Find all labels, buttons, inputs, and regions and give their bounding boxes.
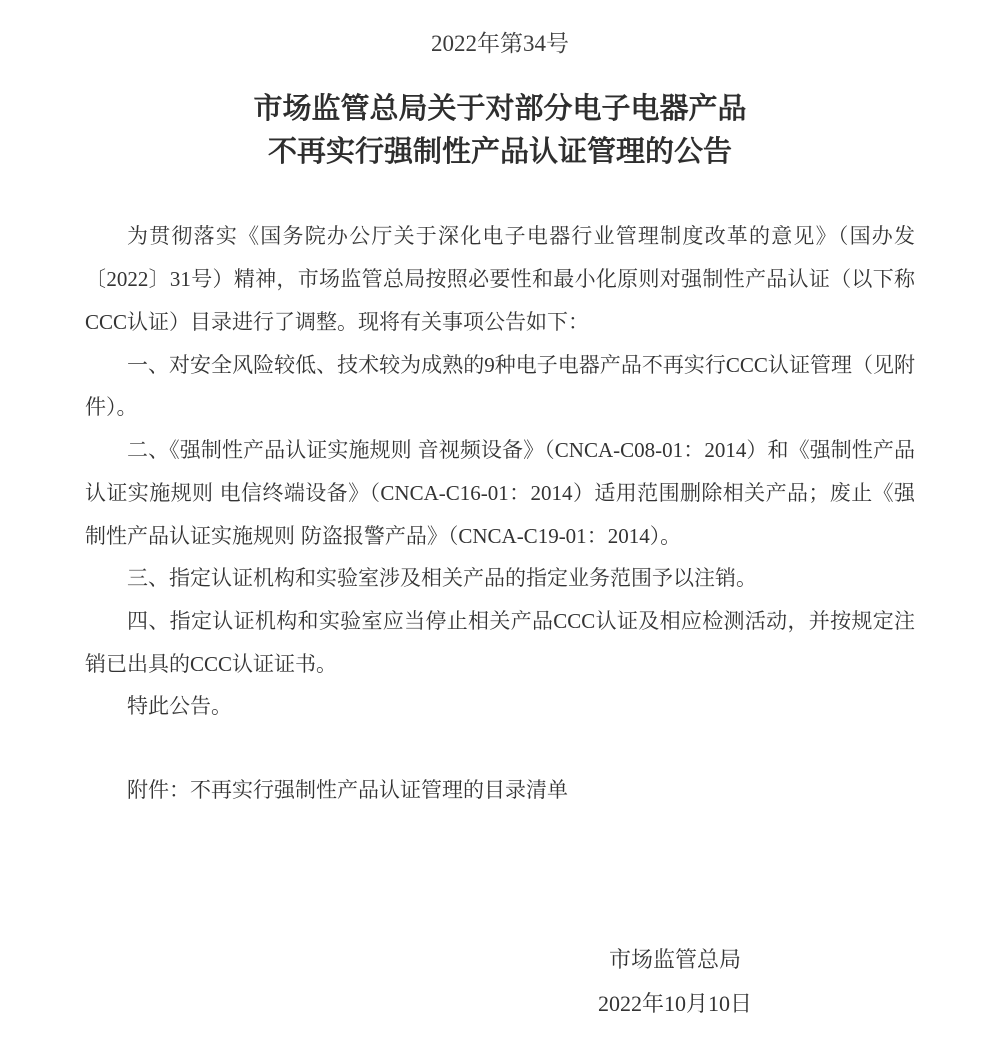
latin-text: CNCA-C08-01 xyxy=(554,438,684,462)
latin-text: CCC xyxy=(553,609,596,633)
issuer-name: 市场监管总局 xyxy=(608,947,741,972)
attachment-note: 附件：不再实行强制性产品认证管理的目录清单 xyxy=(127,779,568,802)
page-title xyxy=(85,88,915,174)
title-line-2: 不再实行强制性产品认证管理的公告 xyxy=(267,136,732,168)
latin-text: CNCA-C19-01 xyxy=(458,524,587,548)
paragraph-item-3: 三、指定认证机构和实验室涉及相关产品的指定业务范围予以注销。 xyxy=(127,567,757,590)
latin-text: CCC xyxy=(85,310,128,334)
latin-text: 2022 xyxy=(106,267,149,291)
latin-text: 2014 xyxy=(704,438,747,462)
latin-text: CNCA-C16-01 xyxy=(380,481,509,505)
latin-text: CCC xyxy=(725,353,768,377)
paragraph-intro: 为贯彻落实《国务院办公厅关于深化电子电器行业管理制度改革的意见》（国办发〔2022〕31号）精神，市场监管总局按照必要性和最小化原则对强制性产品认证（以下称CCC认证）目录进行了调整。现将有关事项公告如下： xyxy=(85,225,916,334)
paragraph-closing: 特此公告。 xyxy=(127,695,232,718)
latin-text: 2014 xyxy=(607,524,650,548)
doc-number: 2022年第34号 xyxy=(431,31,569,56)
latin-text: 9 xyxy=(484,353,495,377)
paragraph-item-2: 二、《强制性产品认证实施规则 音视频设备》（CNCA-C08-01：2014）和《强制性产品认证实施规则 电信终端设备》（CNCA-C16-01：2014）适用范围删除相关产品；废止《强制性产品认证实施规则 防盗报警产品》（CNCA-C19-01：2014）。 xyxy=(85,438,916,548)
signature-block xyxy=(513,938,837,1026)
latin-text: 31 xyxy=(169,267,191,291)
title-line-1: 市场监管总局关于对部分电子电器产品 xyxy=(253,93,747,125)
document-body xyxy=(85,216,915,728)
paragraph-item-4: 四、指定认证机构和实验室应当停止相关产品CCC认证及相应检测活动，并按规定注销已出具的CCC认证证书。 xyxy=(85,609,916,676)
latin-text: CCC xyxy=(190,652,233,676)
latin-text: 2014 xyxy=(530,481,573,505)
issue-date: 2022年10月10日 xyxy=(597,991,752,1016)
paragraph-item-1: 一、对安全风险较低、技术较为成熟的9种电子电器产品不再实行CCC认证管理（见附件）。 xyxy=(85,353,916,419)
